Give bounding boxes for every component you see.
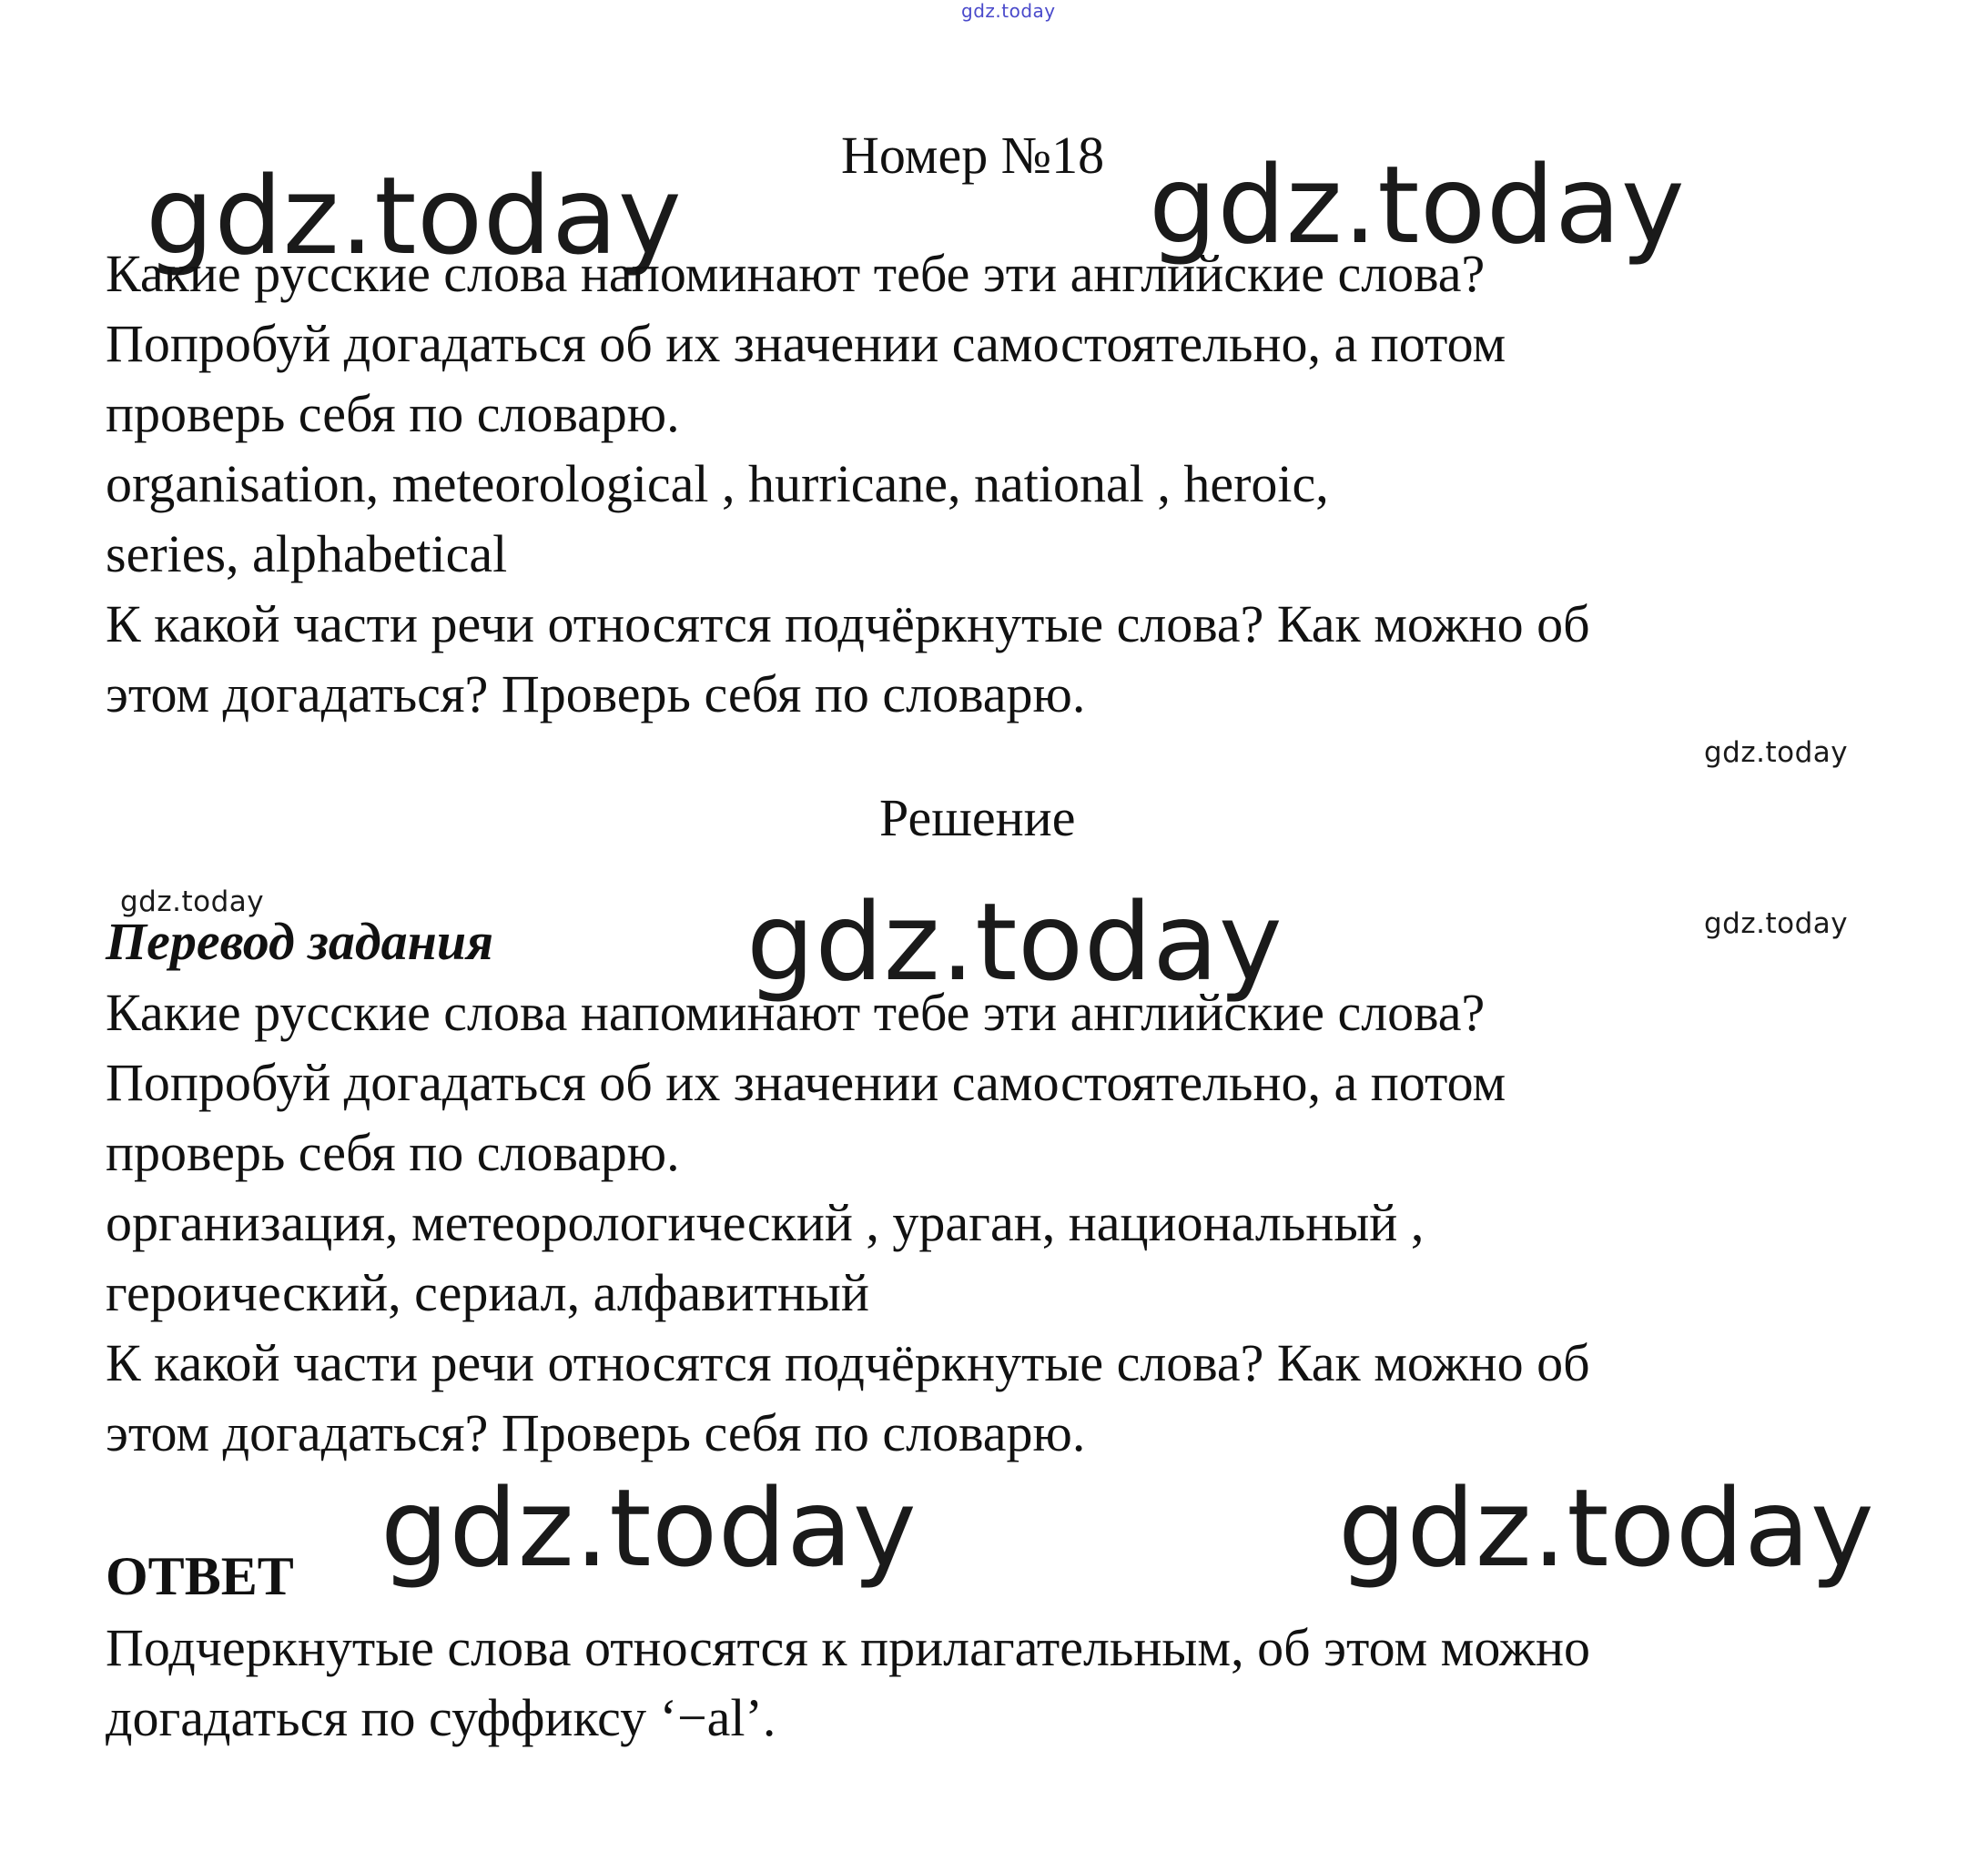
translation-words: героический, сериал, алфавитный	[106, 1263, 869, 1322]
watermark-small: gdz.today	[120, 885, 265, 918]
translation-line: этом догадаться? Проверь себя по словарю.	[106, 1403, 1086, 1462]
answer-line: догадаться по суффиксу ‘−al’.	[106, 1688, 776, 1747]
translation-line: Какие русские слова напоминают тебе эти английские слова?	[106, 983, 1486, 1042]
watermark-top: gdz.today	[961, 0, 1056, 22]
watermark-large: gdz.today	[1338, 1465, 1875, 1591]
solution-heading: Решение	[879, 788, 1076, 847]
translation-heading: Перевод задания	[106, 912, 493, 971]
watermark-large: gdz.today	[146, 153, 683, 278]
page-title: Номер №18	[841, 126, 1105, 185]
watermark-large: gdz.today	[1149, 142, 1686, 268]
task-english-words: organisation, meteorological , hurricane, national , heroic,	[106, 454, 1329, 513]
watermark-small: gdz.today	[1704, 736, 1849, 769]
translation-words: организация, метеорологический , ураган, национальный ,	[106, 1193, 1425, 1252]
translation-line: проверь себя по словарю.	[106, 1123, 680, 1182]
watermark-large: gdz.today	[746, 879, 1283, 1005]
task-line: К какой части речи относятся подчёркнутые слова? Как можно об	[106, 594, 1590, 653]
watermark-large: gdz.today	[380, 1465, 918, 1591]
task-line: этом догадаться? Проверь себя по словарю.	[106, 664, 1086, 723]
task-line: проверь себя по словарю.	[106, 384, 680, 443]
task-english-words: series, alphabetical	[106, 524, 508, 583]
watermark-small: gdz.today	[1704, 907, 1849, 940]
task-line: Какие русские слова напоминают тебе эти английские слова?	[106, 244, 1486, 303]
translation-line: К какой части речи относятся подчёркнутые слова? Как можно об	[106, 1333, 1590, 1392]
answer-heading: ОТВЕТ	[106, 1546, 294, 1606]
answer-line: Подчеркнутые слова относятся к прилагательным, об этом можно	[106, 1618, 1591, 1677]
translation-line: Попробуй догадаться об их значении самостоятельно, а потом	[106, 1053, 1506, 1112]
task-line: Попробуй догадаться об их значении самостоятельно, а потом	[106, 314, 1506, 373]
